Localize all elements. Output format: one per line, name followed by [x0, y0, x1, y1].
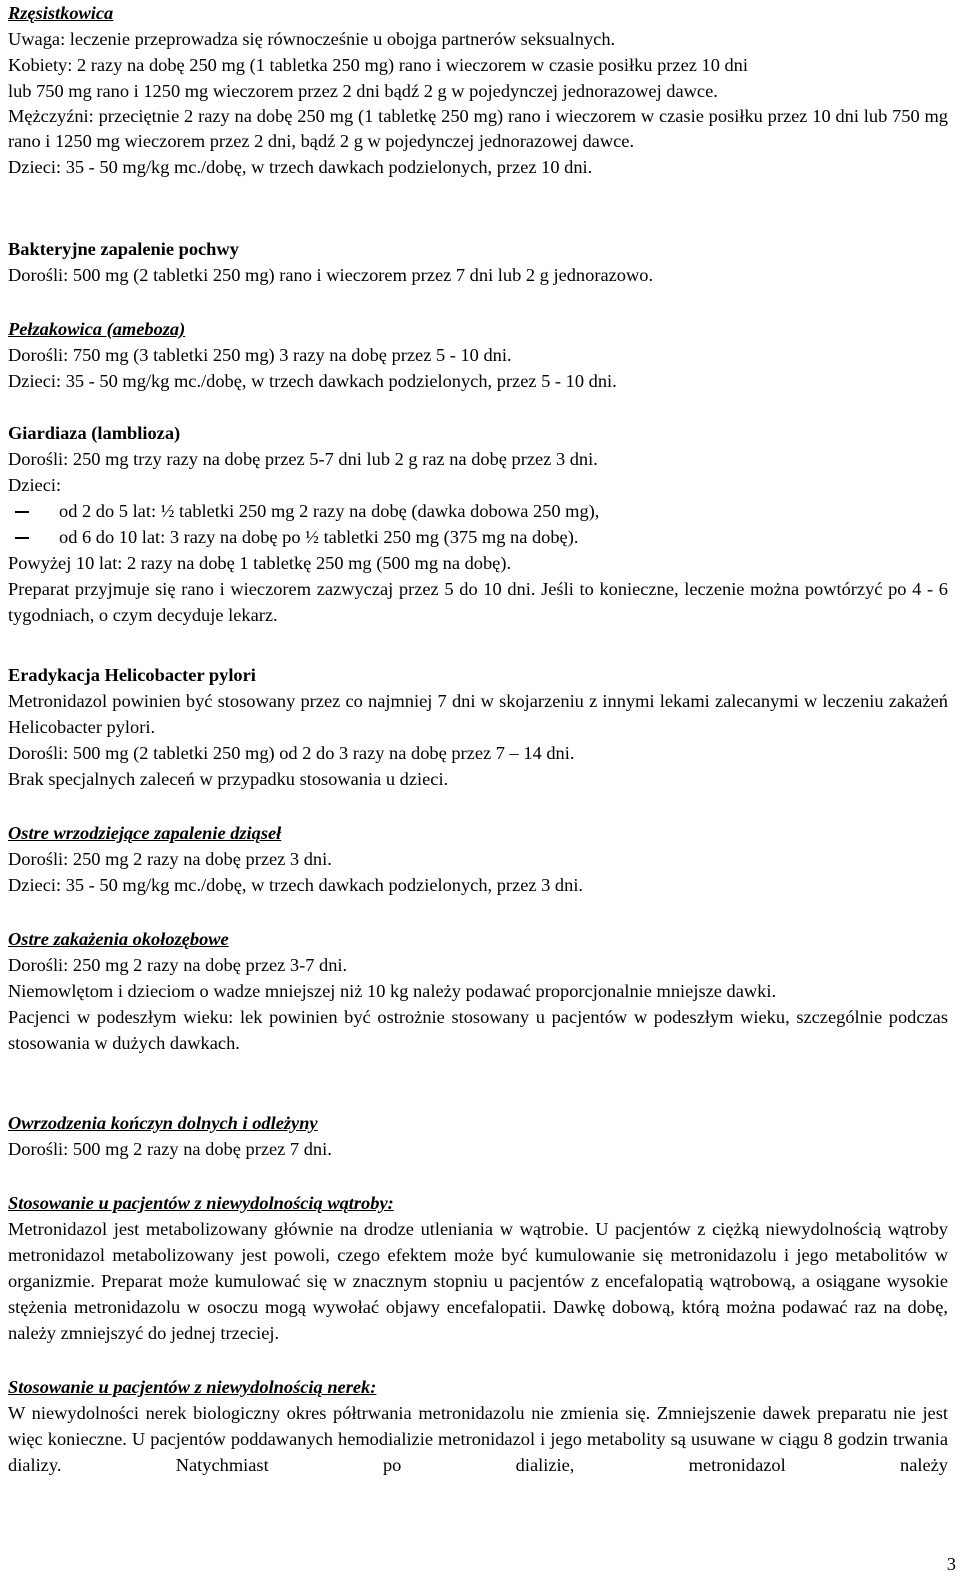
text-line: Dorośli: 500 mg (2 tabletki 250 mg) rano i wieczorem przez 7 dni lub 2 g jednorazowo. — [8, 265, 654, 285]
text-line: Powyżej 10 lat: 2 razy na dobę 1 tabletkę 250 mg (500 mg na dobę). — [8, 553, 512, 573]
text-line: Brak specjalnych zaleceń w przypadku stosowania u dzieci. — [8, 769, 449, 789]
text-line: Kobiety: 2 razy na dobę 250 mg (1 tabletka 250 mg) rano i wieczorem w czasie posiłku przez 10 dni — [8, 55, 748, 75]
section-helicobacter — [8, 662, 948, 792]
page-number: 3 — [946, 1554, 956, 1574]
section-pelzakowica — [8, 316, 948, 394]
text-line: Dorośli: 750 mg (3 tabletki 250 mg) 3 razy na dobę przez 5 - 10 dni. — [8, 345, 512, 365]
text-line: Dorośli: 250 mg 2 razy na dobę przez 3-7 dni. — [8, 955, 348, 975]
text-line: lub 750 mg rano i 1250 mg wieczorem przez 2 dni bądź 2 g w pojedynczej jednorazowej dawce. — [8, 81, 718, 101]
section-giardiaza — [8, 420, 948, 628]
section-title: Pełzakowica (ameboza) — [8, 319, 186, 339]
text-line: Dorośli: 500 mg (2 tabletki 250 mg) od 2 do 3 razy na dobę przez 7 – 14 dni. — [8, 743, 575, 763]
list-item: od 2 do 5 lat: ½ tabletki 250 mg 2 razy na dobę (dawka dobowa 250 mg), — [8, 498, 948, 524]
section-title: Eradykacja Helicobacter pylori — [8, 665, 256, 685]
paragraph: Mężczyźni: przeciętnie 2 razy na dobę 250 mg (1 tabletkę 250 mg) rano i wieczorem w czasie posiłku przez 10 dni lub 750 mg rano i 1250 mg wieczorem przez 2 dni, bądź 2 g w pojedynczej jednorazowej dawce. — [8, 106, 948, 151]
section-owrzodzenia — [8, 1110, 948, 1162]
section-rzesistkowica — [8, 0, 948, 180]
section-title: Giardiaza (lamblioza) — [8, 423, 181, 443]
section-title: Bakteryjne zapalenie pochwy — [8, 239, 239, 259]
paragraph: Niemowlętom i dzieciom o wadze mniejszej niż 10 kg należy podawać proporcjonalnie mniejsze dawki. — [8, 981, 777, 1001]
paragraph: Preparat przyjmuje się rano i wieczorem zazwyczaj przez 5 do 10 dni. Jeśli to konieczne, leczenie można powtórzyć po 4 - 6 tygodniach, o czym decyduje lekarz. — [8, 579, 948, 625]
section-bakteryjne — [8, 236, 948, 288]
text-line: Dzieci: — [8, 475, 62, 495]
text-line: Dzieci: 35 - 50 mg/kg mc./dobę, w trzech dawkach podzielonych, przez 3 dni. — [8, 875, 584, 895]
paragraph: Pacjenci w podeszłym wieku: lek powinien być ostrożnie stosowany u pacjentów w podeszłym wieku, szczególnie podczas stosowania w dużych dawkach. — [8, 1007, 948, 1053]
text-line: Dzieci: 35 - 50 mg/kg mc./dobę, w trzech dawkach podzielonych, przez 10 dni. — [8, 157, 593, 177]
text-line: Dorośli: 250 mg trzy razy na dobę przez 5-7 dni lub 2 g raz na dobę przez 3 dni. — [8, 449, 598, 469]
section-nerki — [8, 1374, 948, 1478]
section-title: Ostre zakażenia okołozębowe — [8, 929, 229, 949]
section-dziasla — [8, 820, 948, 898]
paragraph: Metronidazol powinien być stosowany przez co najmniej 7 dni w skojarzeniu z innymi lekami zalecanymi w leczeniu zakażeń Helicobacter pylori. — [8, 691, 948, 737]
text-line: Dzieci: 35 - 50 mg/kg mc./dobę, w trzech dawkach podzielonych, przez 5 - 10 dni. — [8, 371, 617, 391]
section-okolozebowe — [8, 926, 948, 1056]
section-watroba — [8, 1190, 948, 1346]
text-line: Dorośli: 500 mg 2 razy na dobę przez 7 dni. — [8, 1139, 332, 1159]
paragraph: W niewydolności nerek biologiczny okres półtrwania metronidazolu nie zmienia się. Zmniejszenie dawek preparatu nie jest więc konieczne. U pacjentów poddawanych hemodializie metronidazol i jego metabolity są usuwane w ciągu 8 godzin trwania dializy. Natychmiast po dializie, metronidazol należy — [8, 1403, 948, 1475]
section-title: Stosowanie u pacjentów z niewydolnością nerek: — [8, 1377, 377, 1397]
text-line: Dorośli: 250 mg 2 razy na dobę przez 3 dni. — [8, 849, 332, 869]
paragraph: Metronidazol jest metabolizowany głównie na drodze utleniania w wątrobie. U pacjentów z ciężką niewydolnością wątroby metronidazol metabolizowany jest powoli, czego efektem może być kumulowanie się metronidazolu i jego metabolitów w organizmie. Preparat może kumulować się w znacznym stopniu u pacjentów z encefalopatią wątrobową, a osiągane wysokie stężenia metronidazolu w osoczu mogą wywołać objawy encefalopatii. Dawkę dobową, którą można podawać raz na dobę, należy zmniejszyć do jednej trzeciej. — [8, 1219, 948, 1343]
section-title: Rzęsistkowica — [8, 3, 114, 23]
list-item: od 6 do 10 lat: 3 razy na dobę po ½ tabletki 250 mg (375 mg na dobę). — [8, 524, 948, 550]
section-title: Owrzodzenia kończyn dolnych i odleżyny — [8, 1113, 318, 1133]
section-title: Ostre wrzodziejące zapalenie dziąseł — [8, 823, 282, 843]
section-title: Stosowanie u pacjentów z niewydolnością wątroby: — [8, 1193, 394, 1213]
text-line: Uwaga: leczenie przeprowadza się równocześnie u obojga partnerów seksualnych. — [8, 29, 616, 49]
